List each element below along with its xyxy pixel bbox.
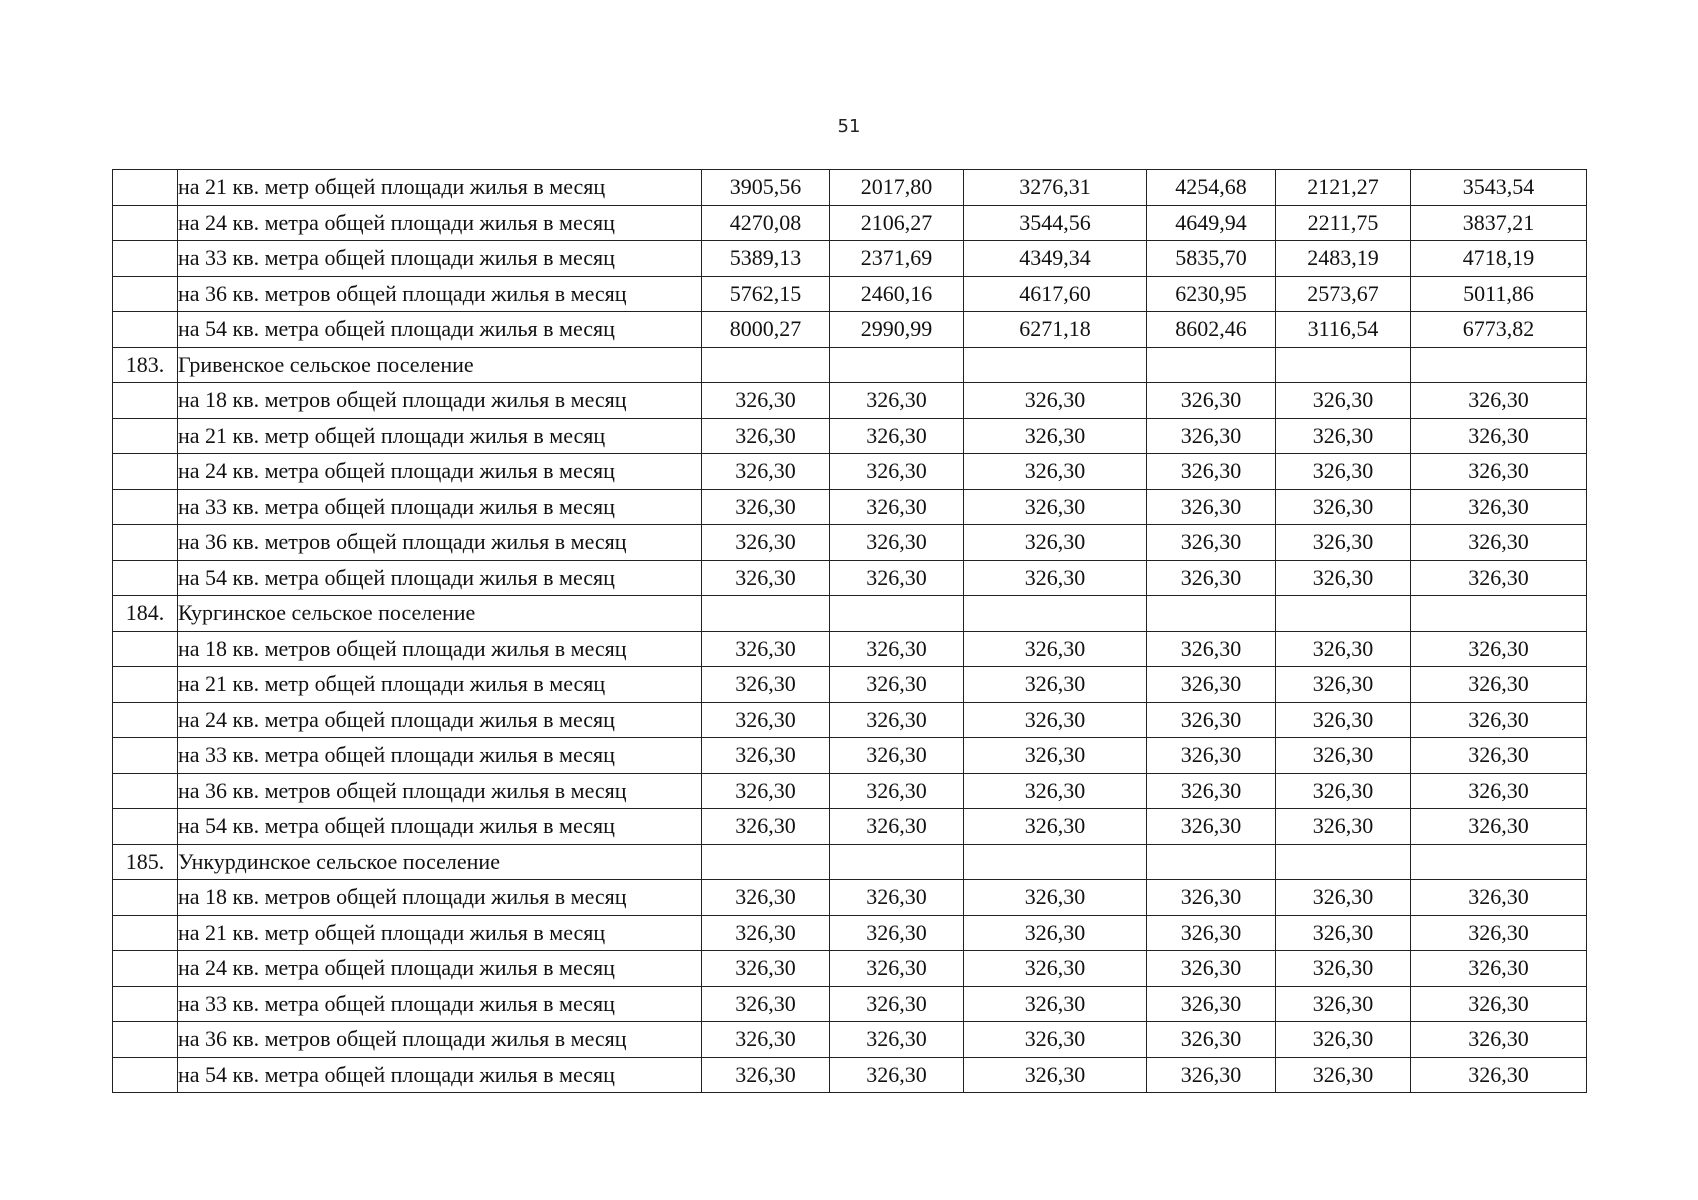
value-cell: 326,30	[1147, 454, 1276, 490]
value-cell: 3543,54	[1411, 170, 1587, 206]
value-cell: 326,30	[1147, 986, 1276, 1022]
value-cell: 326,30	[1147, 738, 1276, 774]
description-cell: на 24 кв. метра общей площади жилья в месяц	[178, 454, 702, 490]
value-cell: 326,30	[830, 773, 964, 809]
value-cell: 4349,34	[964, 241, 1147, 277]
value-cell: 326,30	[830, 418, 964, 454]
description-cell: на 33 кв. метра общей площади жилья в месяц	[178, 738, 702, 774]
value-cell: 4718,19	[1411, 241, 1587, 277]
description-cell: на 18 кв. метров общей площади жилья в месяц	[178, 631, 702, 667]
value-cell: 326,30	[1147, 1057, 1276, 1093]
value-cell: 3905,56	[702, 170, 830, 206]
value-cell: 326,30	[1276, 631, 1411, 667]
value-cell: 326,30	[964, 631, 1147, 667]
table-body	[113, 170, 1587, 1093]
row-number-cell: 184.	[113, 596, 178, 632]
value-cell	[1147, 347, 1276, 383]
value-cell: 326,30	[964, 1057, 1147, 1093]
value-cell: 326,30	[830, 667, 964, 703]
row-number-cell	[113, 986, 178, 1022]
description-cell: на 36 кв. метров общей площади жилья в месяц	[178, 773, 702, 809]
value-cell	[964, 347, 1147, 383]
value-cell: 326,30	[830, 1022, 964, 1058]
value-cell: 326,30	[1276, 986, 1411, 1022]
value-cell	[830, 844, 964, 880]
value-cell: 326,30	[1276, 738, 1411, 774]
value-cell: 326,30	[1411, 986, 1587, 1022]
value-cell: 326,30	[702, 809, 830, 845]
value-cell: 326,30	[702, 986, 830, 1022]
value-cell: 326,30	[1411, 773, 1587, 809]
description-cell: на 54 кв. метра общей площади жилья в месяц	[178, 1057, 702, 1093]
value-cell: 326,30	[1276, 489, 1411, 525]
table-row	[113, 418, 1587, 454]
value-cell: 326,30	[964, 667, 1147, 703]
value-cell: 5762,15	[702, 276, 830, 312]
description-cell: на 24 кв. метра общей площади жилья в месяц	[178, 951, 702, 987]
value-cell: 326,30	[964, 1022, 1147, 1058]
row-number-cell	[113, 738, 178, 774]
row-number-cell	[113, 667, 178, 703]
value-cell: 3837,21	[1411, 205, 1587, 241]
row-number-cell	[113, 631, 178, 667]
value-cell	[1147, 596, 1276, 632]
row-number-cell: 183.	[113, 347, 178, 383]
value-cell: 326,30	[830, 525, 964, 561]
settlement-name-cell: Кургинское сельское поселение	[178, 596, 702, 632]
value-cell: 326,30	[1276, 951, 1411, 987]
value-cell: 326,30	[964, 525, 1147, 561]
value-cell: 326,30	[964, 454, 1147, 490]
row-number-cell	[113, 205, 178, 241]
table-row	[113, 276, 1587, 312]
value-cell: 2121,27	[1276, 170, 1411, 206]
value-cell: 326,30	[964, 951, 1147, 987]
value-cell: 326,30	[1276, 525, 1411, 561]
value-cell: 326,30	[1147, 525, 1276, 561]
value-cell: 326,30	[1276, 667, 1411, 703]
row-number-cell	[113, 702, 178, 738]
value-cell	[1411, 347, 1587, 383]
description-cell: на 54 кв. метра общей площади жилья в месяц	[178, 312, 702, 348]
table-row	[113, 738, 1587, 774]
table-row	[113, 880, 1587, 916]
table-row	[113, 951, 1587, 987]
description-cell: на 36 кв. метров общей площади жилья в месяц	[178, 1022, 702, 1058]
value-cell: 326,30	[964, 383, 1147, 419]
value-cell: 326,30	[830, 809, 964, 845]
value-cell: 326,30	[1147, 773, 1276, 809]
value-cell: 326,30	[702, 702, 830, 738]
row-number-cell	[113, 170, 178, 206]
value-cell: 326,30	[1147, 489, 1276, 525]
value-cell: 2573,67	[1276, 276, 1411, 312]
table-row	[113, 525, 1587, 561]
value-cell: 326,30	[1147, 951, 1276, 987]
description-cell: на 18 кв. метров общей площади жилья в месяц	[178, 880, 702, 916]
value-cell: 326,30	[1276, 418, 1411, 454]
value-cell: 326,30	[830, 631, 964, 667]
value-cell: 3276,31	[964, 170, 1147, 206]
section-row	[113, 347, 1587, 383]
row-number-cell	[113, 312, 178, 348]
value-cell: 5835,70	[1147, 241, 1276, 277]
value-cell: 4649,94	[1147, 205, 1276, 241]
value-cell: 326,30	[702, 951, 830, 987]
value-cell: 326,30	[702, 525, 830, 561]
value-cell: 326,30	[1147, 418, 1276, 454]
value-cell	[702, 844, 830, 880]
table-row	[113, 809, 1587, 845]
value-cell: 4254,68	[1147, 170, 1276, 206]
value-cell: 326,30	[1276, 915, 1411, 951]
value-cell: 326,30	[702, 880, 830, 916]
table-row	[113, 986, 1587, 1022]
value-cell: 326,30	[1411, 809, 1587, 845]
table-row	[113, 631, 1587, 667]
description-cell: на 33 кв. метра общей площади жилья в месяц	[178, 986, 702, 1022]
value-cell: 326,30	[830, 454, 964, 490]
value-cell: 326,30	[830, 880, 964, 916]
value-cell: 326,30	[1411, 631, 1587, 667]
value-cell: 326,30	[1147, 809, 1276, 845]
description-cell: на 21 кв. метр общей площади жилья в месяц	[178, 170, 702, 206]
value-cell: 326,30	[964, 418, 1147, 454]
value-cell	[1411, 596, 1587, 632]
value-cell: 4270,08	[702, 205, 830, 241]
value-cell: 326,30	[1147, 560, 1276, 596]
page-number: 51	[837, 116, 861, 137]
description-cell: на 21 кв. метр общей площади жилья в месяц	[178, 915, 702, 951]
value-cell: 326,30	[1411, 915, 1587, 951]
row-number-cell	[113, 276, 178, 312]
value-cell: 326,30	[702, 1057, 830, 1093]
value-cell: 326,30	[1147, 880, 1276, 916]
row-number-cell	[113, 241, 178, 277]
value-cell: 326,30	[1411, 454, 1587, 490]
value-cell: 2990,99	[830, 312, 964, 348]
value-cell: 326,30	[702, 560, 830, 596]
value-cell: 2106,27	[830, 205, 964, 241]
value-cell: 2017,80	[830, 170, 964, 206]
value-cell: 326,30	[964, 880, 1147, 916]
table-row	[113, 241, 1587, 277]
value-cell: 326,30	[964, 773, 1147, 809]
value-cell	[1276, 347, 1411, 383]
value-cell: 326,30	[830, 915, 964, 951]
value-cell: 2460,16	[830, 276, 964, 312]
settlement-name-cell: Ункурдинское сельское поселение	[178, 844, 702, 880]
value-cell: 5389,13	[702, 241, 830, 277]
row-number-cell	[113, 560, 178, 596]
value-cell: 326,30	[830, 489, 964, 525]
value-cell: 326,30	[702, 667, 830, 703]
value-cell	[1276, 844, 1411, 880]
value-cell: 326,30	[1276, 560, 1411, 596]
tariff-table	[112, 169, 1587, 1093]
value-cell: 326,30	[702, 631, 830, 667]
value-cell: 326,30	[1147, 667, 1276, 703]
value-cell: 5011,86	[1411, 276, 1587, 312]
row-number-cell	[113, 525, 178, 561]
value-cell: 326,30	[702, 915, 830, 951]
value-cell: 326,30	[1147, 1022, 1276, 1058]
table-row	[113, 915, 1587, 951]
section-row	[113, 844, 1587, 880]
table-row	[113, 773, 1587, 809]
value-cell: 3544,56	[964, 205, 1147, 241]
value-cell: 326,30	[1147, 631, 1276, 667]
value-cell: 326,30	[1147, 915, 1276, 951]
value-cell: 2371,69	[830, 241, 964, 277]
value-cell: 326,30	[1411, 667, 1587, 703]
value-cell: 326,30	[1411, 489, 1587, 525]
value-cell: 326,30	[830, 560, 964, 596]
value-cell: 8000,27	[702, 312, 830, 348]
row-number-cell	[113, 1057, 178, 1093]
value-cell: 326,30	[1411, 418, 1587, 454]
value-cell	[830, 596, 964, 632]
value-cell: 326,30	[702, 418, 830, 454]
value-cell: 326,30	[1411, 702, 1587, 738]
value-cell: 2211,75	[1276, 205, 1411, 241]
value-cell: 8602,46	[1147, 312, 1276, 348]
description-cell: на 21 кв. метр общей площади жилья в месяц	[178, 418, 702, 454]
value-cell: 6271,18	[964, 312, 1147, 348]
value-cell: 326,30	[1411, 951, 1587, 987]
row-number-cell	[113, 773, 178, 809]
value-cell: 326,30	[964, 986, 1147, 1022]
value-cell: 326,30	[964, 489, 1147, 525]
settlement-name-cell: Гривенское сельское поселение	[178, 347, 702, 383]
value-cell: 4617,60	[964, 276, 1147, 312]
value-cell: 326,30	[1276, 1022, 1411, 1058]
value-cell: 326,30	[830, 702, 964, 738]
value-cell: 6230,95	[1147, 276, 1276, 312]
value-cell	[1147, 844, 1276, 880]
value-cell: 3116,54	[1276, 312, 1411, 348]
value-cell	[964, 844, 1147, 880]
table-row	[113, 667, 1587, 703]
value-cell: 326,30	[702, 383, 830, 419]
value-cell: 326,30	[1411, 880, 1587, 916]
description-cell: на 24 кв. метра общей площади жилья в месяц	[178, 205, 702, 241]
description-cell: на 54 кв. метра общей площади жилья в месяц	[178, 809, 702, 845]
row-number-cell	[113, 383, 178, 419]
value-cell: 326,30	[830, 383, 964, 419]
value-cell: 326,30	[964, 702, 1147, 738]
value-cell: 326,30	[702, 773, 830, 809]
value-cell: 326,30	[830, 986, 964, 1022]
value-cell: 326,30	[702, 738, 830, 774]
description-cell: на 18 кв. метров общей площади жилья в месяц	[178, 383, 702, 419]
row-number-cell	[113, 489, 178, 525]
value-cell: 326,30	[1411, 1022, 1587, 1058]
value-cell: 326,30	[1276, 702, 1411, 738]
table-row	[113, 312, 1587, 348]
row-number-cell	[113, 951, 178, 987]
value-cell: 326,30	[964, 738, 1147, 774]
table-row	[113, 1022, 1587, 1058]
table-row	[113, 1057, 1587, 1093]
row-number-cell: 185.	[113, 844, 178, 880]
description-cell: на 54 кв. метра общей площади жилья в месяц	[178, 560, 702, 596]
row-number-cell	[113, 1022, 178, 1058]
description-cell: на 33 кв. метра общей площади жилья в месяц	[178, 241, 702, 277]
value-cell: 326,30	[1276, 383, 1411, 419]
value-cell: 326,30	[1276, 880, 1411, 916]
value-cell: 326,30	[830, 738, 964, 774]
table-row	[113, 454, 1587, 490]
value-cell: 326,30	[1276, 809, 1411, 845]
value-cell: 6773,82	[1411, 312, 1587, 348]
row-number-cell	[113, 418, 178, 454]
value-cell: 326,30	[702, 489, 830, 525]
value-cell: 326,30	[1276, 773, 1411, 809]
value-cell: 326,30	[1411, 560, 1587, 596]
section-row	[113, 596, 1587, 632]
value-cell: 326,30	[1411, 525, 1587, 561]
table-row	[113, 560, 1587, 596]
value-cell	[702, 347, 830, 383]
table-row	[113, 702, 1587, 738]
value-cell: 326,30	[1411, 1057, 1587, 1093]
value-cell: 326,30	[1276, 1057, 1411, 1093]
value-cell: 326,30	[1411, 383, 1587, 419]
description-cell: на 36 кв. метров общей площади жилья в месяц	[178, 525, 702, 561]
description-cell: на 36 кв. метров общей площади жилья в месяц	[178, 276, 702, 312]
value-cell: 326,30	[702, 454, 830, 490]
value-cell: 326,30	[1276, 454, 1411, 490]
value-cell	[1276, 596, 1411, 632]
description-cell: на 21 кв. метр общей площади жилья в месяц	[178, 667, 702, 703]
value-cell: 326,30	[1411, 738, 1587, 774]
row-number-cell	[113, 809, 178, 845]
row-number-cell	[113, 454, 178, 490]
table-row	[113, 170, 1587, 206]
table-row	[113, 205, 1587, 241]
table-row	[113, 383, 1587, 419]
value-cell: 326,30	[964, 915, 1147, 951]
value-cell	[702, 596, 830, 632]
value-cell	[830, 347, 964, 383]
row-number-cell	[113, 880, 178, 916]
description-cell: на 24 кв. метра общей площади жилья в месяц	[178, 702, 702, 738]
table-row	[113, 489, 1587, 525]
value-cell: 2483,19	[1276, 241, 1411, 277]
value-cell: 326,30	[964, 809, 1147, 845]
value-cell: 326,30	[1147, 702, 1276, 738]
value-cell	[1411, 844, 1587, 880]
value-cell: 326,30	[702, 1022, 830, 1058]
value-cell: 326,30	[1147, 383, 1276, 419]
value-cell: 326,30	[830, 1057, 964, 1093]
value-cell: 326,30	[964, 560, 1147, 596]
value-cell	[964, 596, 1147, 632]
value-cell: 326,30	[830, 951, 964, 987]
row-number-cell	[113, 915, 178, 951]
description-cell: на 33 кв. метра общей площади жилья в месяц	[178, 489, 702, 525]
